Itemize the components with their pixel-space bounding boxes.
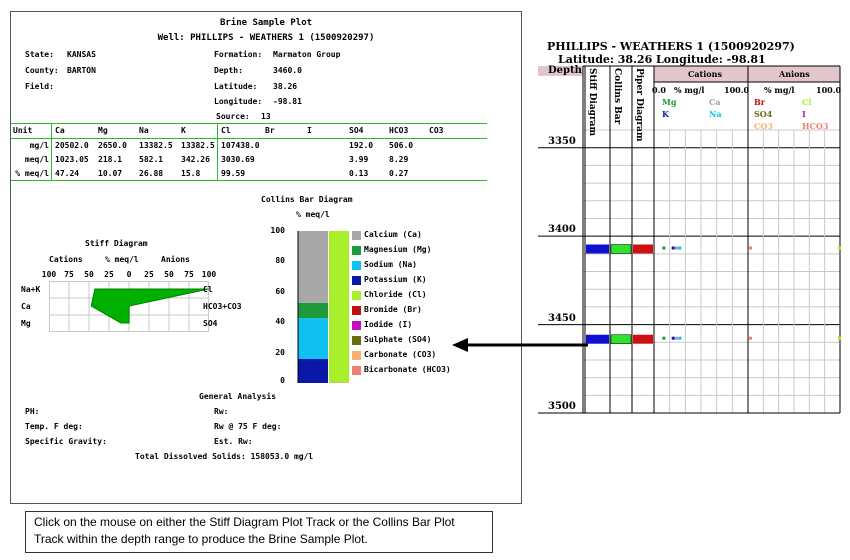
collins-bar-diagram [288, 230, 350, 384]
legend-swatch [352, 306, 361, 315]
report-well [11, 33, 521, 43]
table-cell: 8.29 [389, 155, 409, 164]
collins-cation-segment [298, 231, 328, 303]
legend-label: Sodium (Na) [364, 260, 417, 269]
table-cell: 3.99 [349, 155, 369, 164]
table-cell: 20502.0 [55, 141, 89, 150]
table-cell: 13382.5 [139, 141, 173, 150]
collins-cation-segment [298, 359, 328, 383]
log-subtitle: Latitude: 38.26 Longitude: -98.81 [558, 53, 766, 66]
cations-header: Cations [688, 69, 722, 79]
anion-name: SO4 [754, 109, 773, 119]
table-cell: 99.59 [221, 169, 246, 178]
table-header-cell: Mg [98, 126, 108, 135]
table-cell: 15.8 [181, 169, 201, 178]
stiff-anion-label: SO4 [203, 319, 218, 328]
depth-column-label: Depth [548, 65, 582, 76]
depth-value: 3460.0 [273, 66, 302, 75]
county-value: BARTON [67, 66, 96, 75]
depth-tick-label: 3500 [548, 401, 576, 412]
table-cell: 107438.0 [221, 141, 260, 150]
stiff-tick: 25 [104, 270, 114, 279]
longitude-label: Longitude: [214, 97, 263, 106]
stiff-cation-label: Na+K [21, 285, 41, 294]
legend-swatch [352, 351, 361, 360]
state-value: KANSAS [67, 50, 96, 59]
anion-scale-end: 100.0 [816, 85, 842, 95]
collins-axis-tick: 100 [270, 226, 285, 235]
stiff-tick: 50 [164, 270, 174, 279]
legend-label: Magnesium (Mg) [364, 245, 432, 254]
formation-value: Marmaton Group [273, 50, 341, 59]
log-header-text [538, 37, 843, 417]
table-cell: mg/l [29, 141, 49, 150]
table-header-cell: Na [139, 126, 149, 135]
brine-sample-report [10, 11, 522, 504]
ph-label: PH: [25, 407, 40, 416]
collins-axis-tick: 80 [275, 256, 285, 266]
table-cell: 10.07 [98, 169, 123, 178]
stiff-cations-label: Cations [49, 255, 83, 264]
legend-label: Calcium (Ca) [364, 230, 422, 239]
tds-label: Total Dissolved Solids: [135, 452, 246, 461]
anions-header: Anions [779, 69, 810, 79]
source-label: Source: [216, 112, 250, 121]
temp-label: Temp. F deg: [25, 422, 83, 431]
stiff-tick: 100 [201, 270, 217, 279]
legend-label: Potassium (K) [364, 275, 427, 284]
legend-label: Bicarbonate (HCO3) [364, 365, 451, 374]
rw-label: Rw: [214, 407, 229, 416]
anion-name: HCO3 [802, 121, 829, 131]
table-cell: 26.88 [139, 169, 164, 178]
report-title: Brine Sample Plot [219, 18, 313, 28]
stiff-cation-label: Mg [21, 319, 31, 328]
depth-label: Depth: [214, 66, 243, 75]
table-cell: 1023.05 [55, 155, 89, 164]
stiff-title: Stiff Diagram [85, 239, 148, 248]
piper-track-label[interactable]: Piper Diagram [634, 68, 644, 142]
table-header-cell: SO4 [349, 126, 364, 135]
table-cell: 0.13 [349, 169, 369, 178]
anion-name: I [802, 109, 806, 119]
county-label: County: [25, 66, 59, 75]
rw75-label: Rw @ 75 F deg: [214, 422, 282, 431]
stiff-cation-labels [11, 281, 51, 332]
stiff-tick: 75 [64, 270, 74, 279]
table-bottom-rule [11, 180, 487, 181]
legend-label: Sulphate (SO4) [364, 335, 432, 344]
collins-unit-label: % meq/l [296, 210, 330, 219]
stiff-cation-label: Ca [21, 302, 31, 311]
stiff-tick: 0 [126, 270, 132, 279]
log-title: PHILLIPS - WEATHERS 1 (1500920297) [547, 40, 795, 53]
table-cell: 342.26 [181, 155, 210, 164]
latitude-label: Latitude: [214, 82, 258, 91]
cation-scale-start: 0.0 [652, 85, 666, 95]
collins-cation-segment [298, 318, 328, 359]
legend-swatch [352, 276, 361, 285]
table-cell: % meq/l [15, 169, 49, 178]
collins-axis-labels [261, 222, 291, 392]
anion-name: Br [754, 97, 765, 107]
stiff-anions-label: Anions [161, 255, 190, 264]
cation-name: Mg [662, 97, 677, 107]
cation-name: K [662, 109, 669, 119]
state-label: State: [25, 50, 54, 59]
table-header-cell: Unit [13, 126, 33, 135]
specific-gravity-label: Specific Gravity: [25, 437, 107, 446]
field-label: Field: [25, 82, 54, 91]
collins-cation-segment [298, 303, 328, 318]
legend-swatch [352, 366, 361, 375]
stiff-anion-label: HCO3+CO3 [203, 302, 242, 311]
stiff-unit-label: % meq/l [105, 255, 139, 264]
cation-name: Na [709, 109, 722, 119]
legend-label: Bromide (Br) [364, 305, 422, 314]
depth-tick-label: 3450 [548, 312, 576, 324]
est-rw-label: Est. Rw: [214, 437, 253, 446]
stiff-anion-label: Cl [203, 285, 213, 294]
anion-name: CO3 [754, 121, 773, 131]
legend-swatch [352, 291, 361, 300]
stiff-diagram [49, 281, 209, 332]
analysis-table [11, 123, 487, 180]
table-header-cell: Ca [55, 126, 65, 135]
cation-scale-unit: % mg/l [674, 85, 705, 95]
collins-axis-tick: 40 [275, 317, 285, 327]
table-cell: 13382.5 [181, 141, 215, 150]
well-value: PHILLIPS - WEATHERS 1 (1500920297) [190, 33, 375, 43]
table-header-cell: I [307, 126, 312, 135]
general-title: General Analysis [199, 392, 277, 401]
anion-name: Cl [802, 97, 812, 107]
collins-axis-tick: 20 [275, 347, 285, 357]
longitude-value: -98.81 [273, 97, 302, 106]
stiff-track-label[interactable]: Stiff Diagram [587, 68, 597, 137]
table-cell: 192.0 [349, 141, 374, 150]
tds-line [135, 452, 313, 461]
table-cell: 0.27 [389, 169, 409, 178]
table-header-cell: K [181, 126, 186, 135]
cation-name: Ca [709, 97, 721, 107]
table-header-cell: HCO3 [389, 126, 409, 135]
collins-title: Collins Bar Diagram [261, 195, 353, 204]
collins-track-label[interactable]: Collins Bar [612, 68, 622, 125]
table-cell: 582.1 [139, 155, 164, 164]
table-cell: meq/l [24, 155, 49, 164]
legend-swatch [352, 246, 361, 255]
tds-value: 158053.0 mg/l [250, 452, 314, 461]
collins-axis-tick: 60 [275, 286, 285, 296]
legend-label: Chloride (Cl) [364, 290, 427, 299]
legend-label: Iodide (I) [364, 320, 413, 329]
stiff-tick: 75 [184, 270, 194, 279]
well-label: Well: [157, 33, 185, 43]
depth-tick-label: 3400 [548, 224, 576, 236]
legend-swatch [352, 261, 361, 270]
table-cell: 47.24 [55, 169, 80, 178]
table-header-cell: CO3 [429, 126, 444, 135]
legend-swatch [352, 336, 361, 345]
legend-label: Carbonate (CO3) [364, 350, 437, 359]
table-cell: 506.0 [389, 141, 414, 150]
latitude-value: 38.26 [273, 82, 298, 91]
collins-legend [352, 230, 512, 390]
table-cell: 218.1 [98, 155, 123, 164]
stiff-tick: 25 [144, 270, 154, 279]
stiff-tick: 50 [84, 270, 94, 279]
instruction-caption: Click on the mouse on either the Stiff Diagram Plot Track or the Collins Bar Plot Track within the depth range to produce the Brine Sample Plot. [25, 511, 493, 553]
depth-tick-label: 3350 [548, 135, 576, 147]
table-cell: 3030.69 [221, 155, 255, 164]
anion-scale-unit: % mg/l [764, 85, 795, 95]
cation-scale-end: 100.0 [724, 85, 750, 95]
stiff-tick: 100 [41, 270, 57, 279]
table-cell: 2650.0 [98, 141, 127, 150]
formation-label: Formation: [214, 50, 263, 59]
collins-axis-tick: 0 [280, 376, 285, 385]
collins-anion-segment [329, 231, 349, 382]
source-value: 13 [261, 112, 271, 121]
depth-log-plot[interactable] [538, 37, 843, 417]
table-header-cell: Cl [221, 126, 231, 135]
legend-swatch [352, 231, 361, 240]
table-header-cell: Br [265, 126, 275, 135]
legend-swatch [352, 321, 361, 330]
